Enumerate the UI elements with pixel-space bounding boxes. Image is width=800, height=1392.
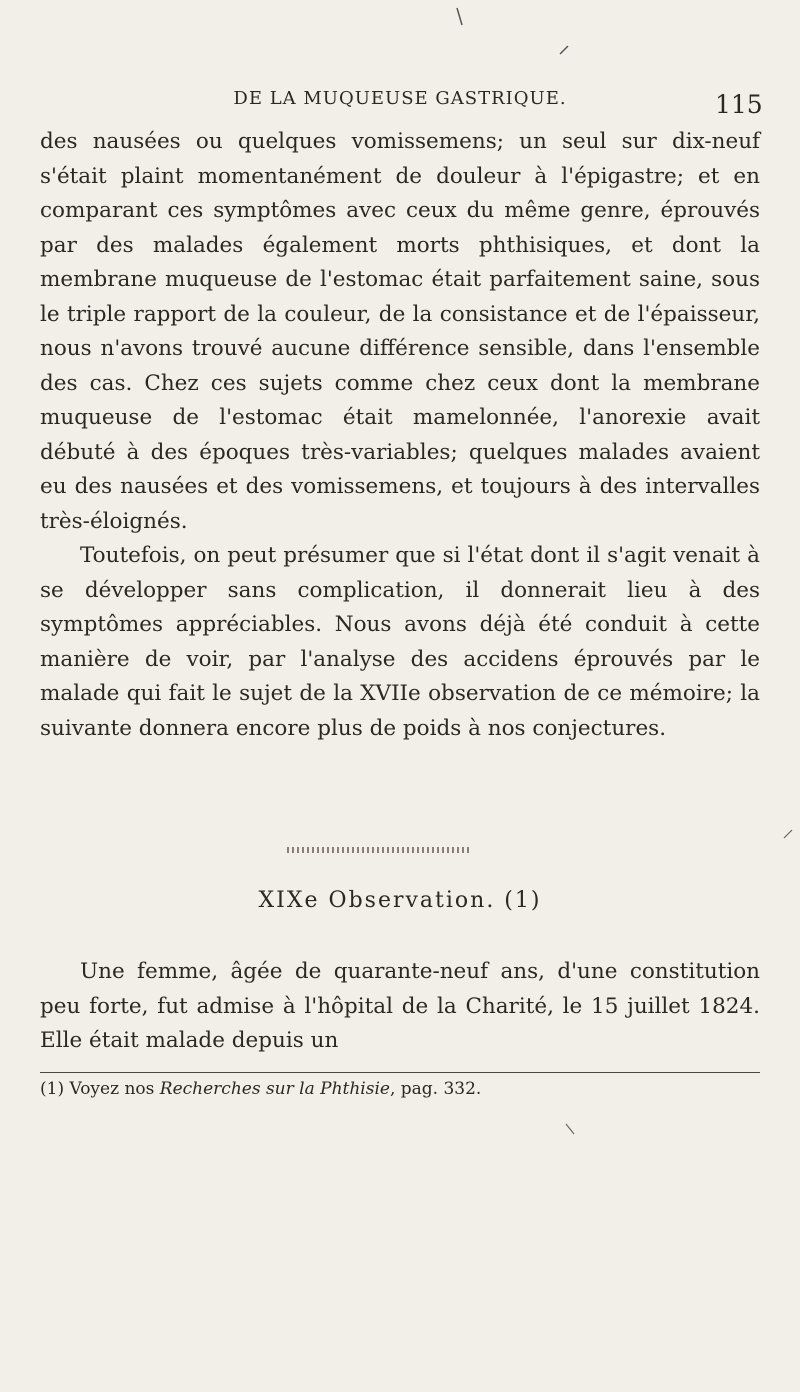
pencil-mark-top-right — [560, 46, 568, 54]
footnote-page-ref: , pag. 332. — [389, 1079, 482, 1099]
footnote-rule — [40, 1072, 760, 1073]
footnote-title: Recherches sur la Phthisie — [159, 1079, 390, 1099]
pencil-mark-bottom — [566, 1124, 574, 1134]
paragraph-1: des nausées ou quelques vomissemens; un seul sur dix-neuf s'était plaint momentanément de douleur à l'épigastre; et en comparant ces symptômes avec ceux du même genre, éprouvés par des malades également morts phthisiques, et dont la membrane muqueuse de l'estomac était parfaitement saine, sous le triple rapport de la couleur, de la consistance et de l'épaisseur, nous n'avons trouvé aucune différence sensible, dans l'ensemble des cas. Chez ces sujets comme chez ceux dont la membrane muqueuse de l'estomac était mamelonnée, l'anorexie avait débuté à des époques très-variables; quelques malades avaient eu des nausées et des vomissemens, et toujours à des intervalles très-éloignés. — [40, 129, 760, 534]
decorative-rule — [287, 847, 469, 853]
section-text — [40, 955, 760, 1059]
body-text — [40, 125, 760, 746]
footnote-marker: (1) Voyez nos — [40, 1079, 155, 1099]
pencil-mark-top — [457, 8, 462, 25]
running-title: DE LA MUQUEUSE GASTRIQUE. — [233, 88, 567, 109]
page-header — [0, 88, 800, 120]
section-paragraph: Une femme, âgée de quarante-neuf ans, d'une constitution peu forte, fut admise à l'hôpital de la Charité, le 15 juillet 1824. Elle était malade depuis un — [40, 959, 760, 1053]
paragraph-2: Toutefois, on peut présumer que si l'état dont il s'agit venait à se développer sans complication, il donnerait lieu à des symptômes appréciables. Nous avons déjà été conduit à cette manière de voir, par l'analyse des accidens éprouvés par le malade qui fait le sujet de la XVIIe observation de ce mémoire; la suivante donnera encore plus de poids à nos conjectures. — [40, 543, 760, 741]
footnote — [40, 1077, 760, 1101]
pencil-mark-right — [784, 830, 792, 838]
page-number: 115 — [715, 90, 763, 119]
section-heading: XIXe Observation. (1) — [258, 888, 542, 913]
